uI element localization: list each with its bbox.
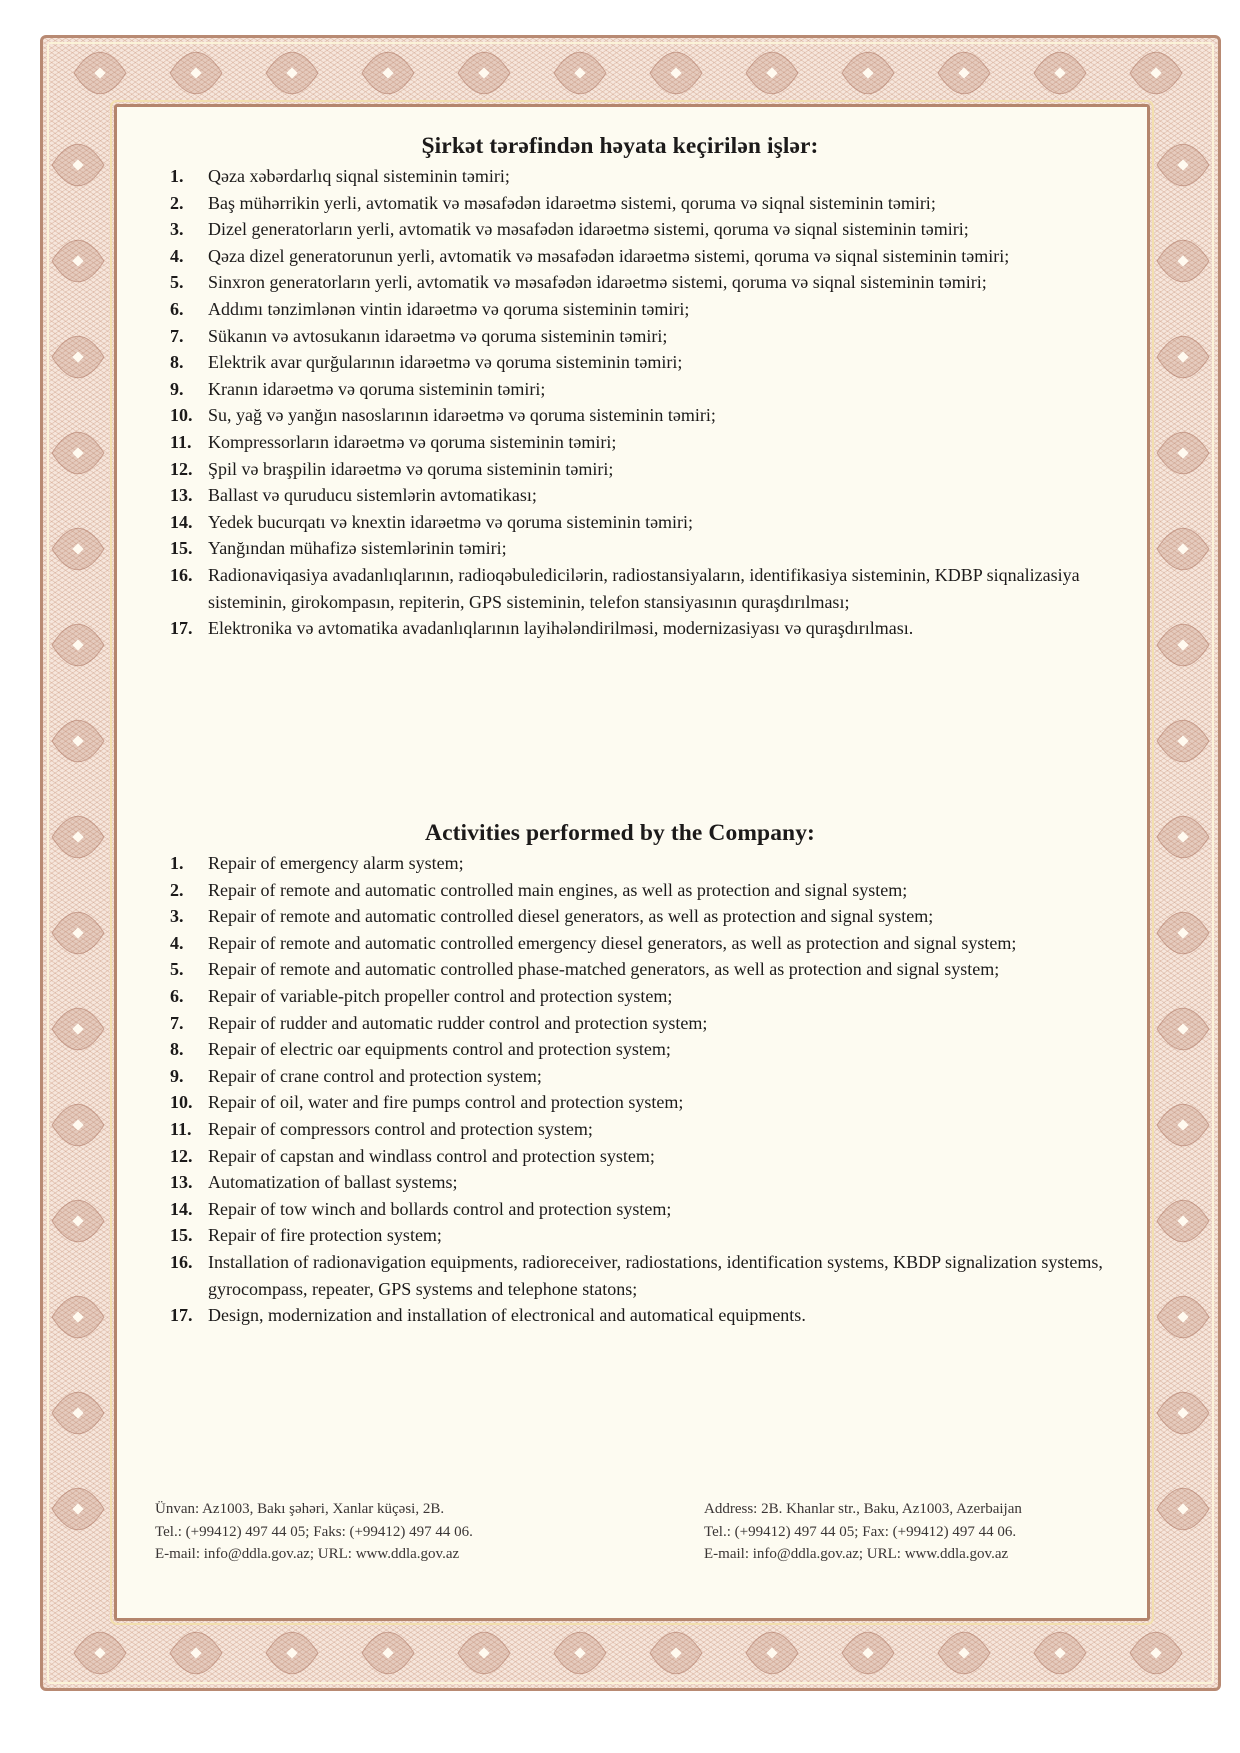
item-number: 10. bbox=[170, 405, 193, 426]
item-text: Automatization of ballast systems; bbox=[208, 1172, 458, 1193]
list-item bbox=[170, 1063, 1130, 1090]
item-text: Yanğından mühafizə sistemlərinin təmiri; bbox=[208, 538, 507, 559]
footer-en-contact: E-mail: info@ddla.gov.az; URL: www.ddla.gov.az bbox=[704, 1546, 1009, 1562]
list-item bbox=[170, 1143, 1130, 1170]
item-number: 14. bbox=[170, 511, 193, 532]
item-number: 2. bbox=[170, 192, 184, 213]
list-item bbox=[170, 903, 1130, 930]
item-text: Şpil və braşpilin idarəetmə və qoruma sisteminin təmiri; bbox=[208, 458, 614, 479]
item-number: 6. bbox=[170, 985, 184, 1006]
item-text: Installation of radionavigation equipments, radioreceiver, radiostations, identification systems, KBDP signalization systems, gyrocompass, repeater, GPS systems and telephone statons; bbox=[208, 1251, 1103, 1299]
item-number: 5. bbox=[170, 959, 184, 980]
list-item bbox=[170, 482, 1130, 509]
list-item bbox=[170, 850, 1130, 877]
item-text: Repair of variable-pitch propeller control and protection system; bbox=[208, 985, 673, 1006]
list-item bbox=[170, 1222, 1130, 1249]
list-item bbox=[170, 983, 1130, 1010]
list-item bbox=[170, 216, 1130, 243]
list-item bbox=[170, 562, 1130, 615]
item-number: 9. bbox=[170, 378, 184, 399]
item-number: 10. bbox=[170, 1092, 193, 1113]
list-item bbox=[170, 509, 1130, 536]
item-text: Repair of remote and automatic controlled phase-matched generators, as well as protection and signal system; bbox=[208, 959, 1000, 980]
item-text: Repair of remote and automatic controlled diesel generators, as well as protection and signal system; bbox=[208, 906, 934, 927]
en-section-title: Activities performed by the Company: bbox=[425, 820, 815, 846]
footer-en-phone: Tel.: (+99412) 497 44 05; Fax: (+99412) 497 44 06. bbox=[704, 1523, 1017, 1540]
item-text: Repair of rudder and automatic rudder control and protection system; bbox=[208, 1012, 708, 1033]
item-number: 1. bbox=[170, 853, 184, 873]
list-item bbox=[170, 1010, 1130, 1037]
item-text: Repair of compressors control and protection system; bbox=[208, 1118, 593, 1139]
item-number: 16. bbox=[170, 1251, 193, 1272]
list-item bbox=[170, 1116, 1130, 1143]
list-item bbox=[170, 456, 1130, 483]
item-text: Repair of tow winch and bollards control and protection system; bbox=[208, 1198, 672, 1219]
list-item bbox=[170, 1089, 1130, 1116]
en-activities-list bbox=[170, 850, 1130, 1329]
list-item bbox=[170, 1036, 1130, 1063]
item-text: Repair of capstan and windlass control and protection system; bbox=[208, 1145, 655, 1166]
item-number: 12. bbox=[170, 1145, 193, 1166]
item-text: Kranın idarəetmə və qoruma sisteminin təmiri; bbox=[208, 378, 546, 399]
list-item bbox=[170, 243, 1130, 270]
list-item bbox=[170, 323, 1130, 350]
item-text: Design, modernization and installation of electronical and automatical equipments. bbox=[208, 1305, 806, 1326]
item-number: 11. bbox=[170, 431, 192, 452]
item-text: Repair of electric oar equipments control and protection system; bbox=[208, 1039, 671, 1060]
item-number: 4. bbox=[170, 932, 184, 953]
item-number: 11. bbox=[170, 1118, 192, 1139]
list-item bbox=[170, 1196, 1130, 1223]
list-item bbox=[170, 349, 1130, 376]
item-number: 8. bbox=[170, 1039, 184, 1060]
item-text: Repair of remote and automatic controlled emergency diesel generators, as well as protection and signal system; bbox=[208, 932, 1017, 953]
list-item bbox=[170, 1169, 1130, 1196]
item-number: 7. bbox=[170, 325, 184, 346]
item-text: Qəza xəbərdarlıq siqnal sisteminin təmiri; bbox=[208, 166, 510, 186]
item-text: Elektronika və avtomatika avadanlıqlarının layihələndirilməsi, modernizasiyası və quraşdırılması. bbox=[208, 618, 914, 639]
list-item bbox=[170, 1249, 1130, 1302]
item-text: Qəza dizel generatorunun yerli, avtomatik və məsafədən idarəetmə sistemi, qoruma və siqnal sisteminin təmiri; bbox=[208, 245, 1010, 266]
item-number: 3. bbox=[170, 219, 184, 240]
item-number: 15. bbox=[170, 1225, 193, 1246]
item-number: 7. bbox=[170, 1012, 184, 1033]
item-text: Repair of oil, water and fire pumps control and protection system; bbox=[208, 1092, 684, 1113]
item-text: Repair of emergency alarm system; bbox=[208, 853, 464, 873]
item-number: 3. bbox=[170, 906, 184, 927]
item-number: 8. bbox=[170, 352, 184, 373]
footer-contact-en bbox=[704, 1498, 1022, 1566]
item-text: Dizel generatorların yerli, avtomatik və məsafədən idarəetmə sistemi, qoruma və siqnal sisteminin təmiri; bbox=[208, 219, 969, 240]
item-text: Addımı tənzimlənən vintin idarəetmə və qoruma sisteminin təmiri; bbox=[208, 298, 690, 319]
item-number: 6. bbox=[170, 298, 184, 319]
item-text: Radionaviqasiya avadanlıqlarının, radioqəbuledicilərin, radiostansiyaların, identifikasiya sisteminin, KDBP siqnalizasiya sisteminin, girokompasın, repiterin, GPS sisteminin, telefon stansiyasının quraşdırılması; bbox=[208, 564, 1080, 612]
list-item bbox=[170, 190, 1130, 217]
list-item bbox=[170, 877, 1130, 904]
footer-az-address: Ünvan: Az1003, Bakı şəhəri, Xanlar küçəsi, 2B. bbox=[155, 1501, 445, 1517]
list-item bbox=[170, 376, 1130, 403]
item-number: 13. bbox=[170, 1172, 193, 1193]
item-number: 4. bbox=[170, 245, 184, 266]
item-number: 9. bbox=[170, 1065, 184, 1086]
list-item bbox=[170, 163, 1130, 190]
item-number: 17. bbox=[170, 618, 193, 639]
list-item bbox=[170, 930, 1130, 957]
az-activities-list bbox=[170, 163, 1130, 642]
list-item bbox=[170, 615, 1130, 642]
footer-en-address: Address: 2B. Khanlar str., Baku, Az1003, Azerbaijan bbox=[704, 1501, 1022, 1517]
list-item bbox=[170, 429, 1130, 456]
footer-contact-az bbox=[155, 1498, 473, 1566]
item-text: Sükanın və avtosukanın idarəetmə və qoruma sisteminin təmiri; bbox=[208, 325, 668, 346]
list-item bbox=[170, 535, 1130, 562]
item-text: Elektrik avar qurğularının idarəetmə və qoruma sisteminin təmiri; bbox=[208, 352, 683, 373]
item-number: 16. bbox=[170, 564, 193, 585]
item-number: 13. bbox=[170, 485, 193, 506]
item-text: Baş mühərrikin yerli, avtomatik və məsafədən idarəetmə sistemi, qoruma və siqnal sisteminin təmiri; bbox=[208, 192, 936, 213]
item-number: 15. bbox=[170, 538, 193, 559]
footer-az-phone: Tel.: (+99412) 497 44 05; Faks: (+99412) 497 44 06. bbox=[155, 1523, 473, 1540]
item-number: 14. bbox=[170, 1198, 193, 1219]
item-text: Sinxron generatorların yerli, avtomatik və məsafədən idarəetmə sistemi, qoruma və siqnal sisteminin təmiri; bbox=[208, 272, 987, 293]
footer-az-contact: E-mail: info@ddla.gov.az; URL: www.ddla.gov.az bbox=[155, 1546, 460, 1562]
list-item bbox=[170, 402, 1130, 429]
list-item bbox=[170, 296, 1130, 323]
item-text: Repair of crane control and protection system; bbox=[208, 1065, 542, 1086]
az-section-title: Şirkət tərəfindən həyata keçirilən işlər: bbox=[421, 133, 819, 159]
item-text: Ballast və quruducu sistemlərin avtomatikası; bbox=[208, 485, 537, 506]
item-text: Yedek bucurqatı və knextin idarəetmə və qoruma sisteminin təmiri; bbox=[208, 511, 694, 532]
item-number: 17. bbox=[170, 1305, 193, 1326]
item-number: 2. bbox=[170, 879, 184, 900]
list-item bbox=[170, 1302, 1130, 1329]
list-item bbox=[170, 956, 1130, 983]
item-number: 12. bbox=[170, 458, 193, 479]
item-number: 5. bbox=[170, 272, 184, 293]
item-text: Repair of fire protection system; bbox=[208, 1225, 442, 1246]
list-item bbox=[170, 269, 1130, 296]
item-text: Kompressorların idarəetmə və qoruma sisteminin təmiri; bbox=[208, 431, 617, 452]
item-text: Repair of remote and automatic controlled main engines, as well as protection and signal system; bbox=[208, 879, 908, 900]
item-text: Su, yağ və yanğın nasoslarının idarəetmə və qoruma sisteminin təmiri; bbox=[208, 405, 716, 426]
item-number: 1. bbox=[170, 166, 184, 186]
